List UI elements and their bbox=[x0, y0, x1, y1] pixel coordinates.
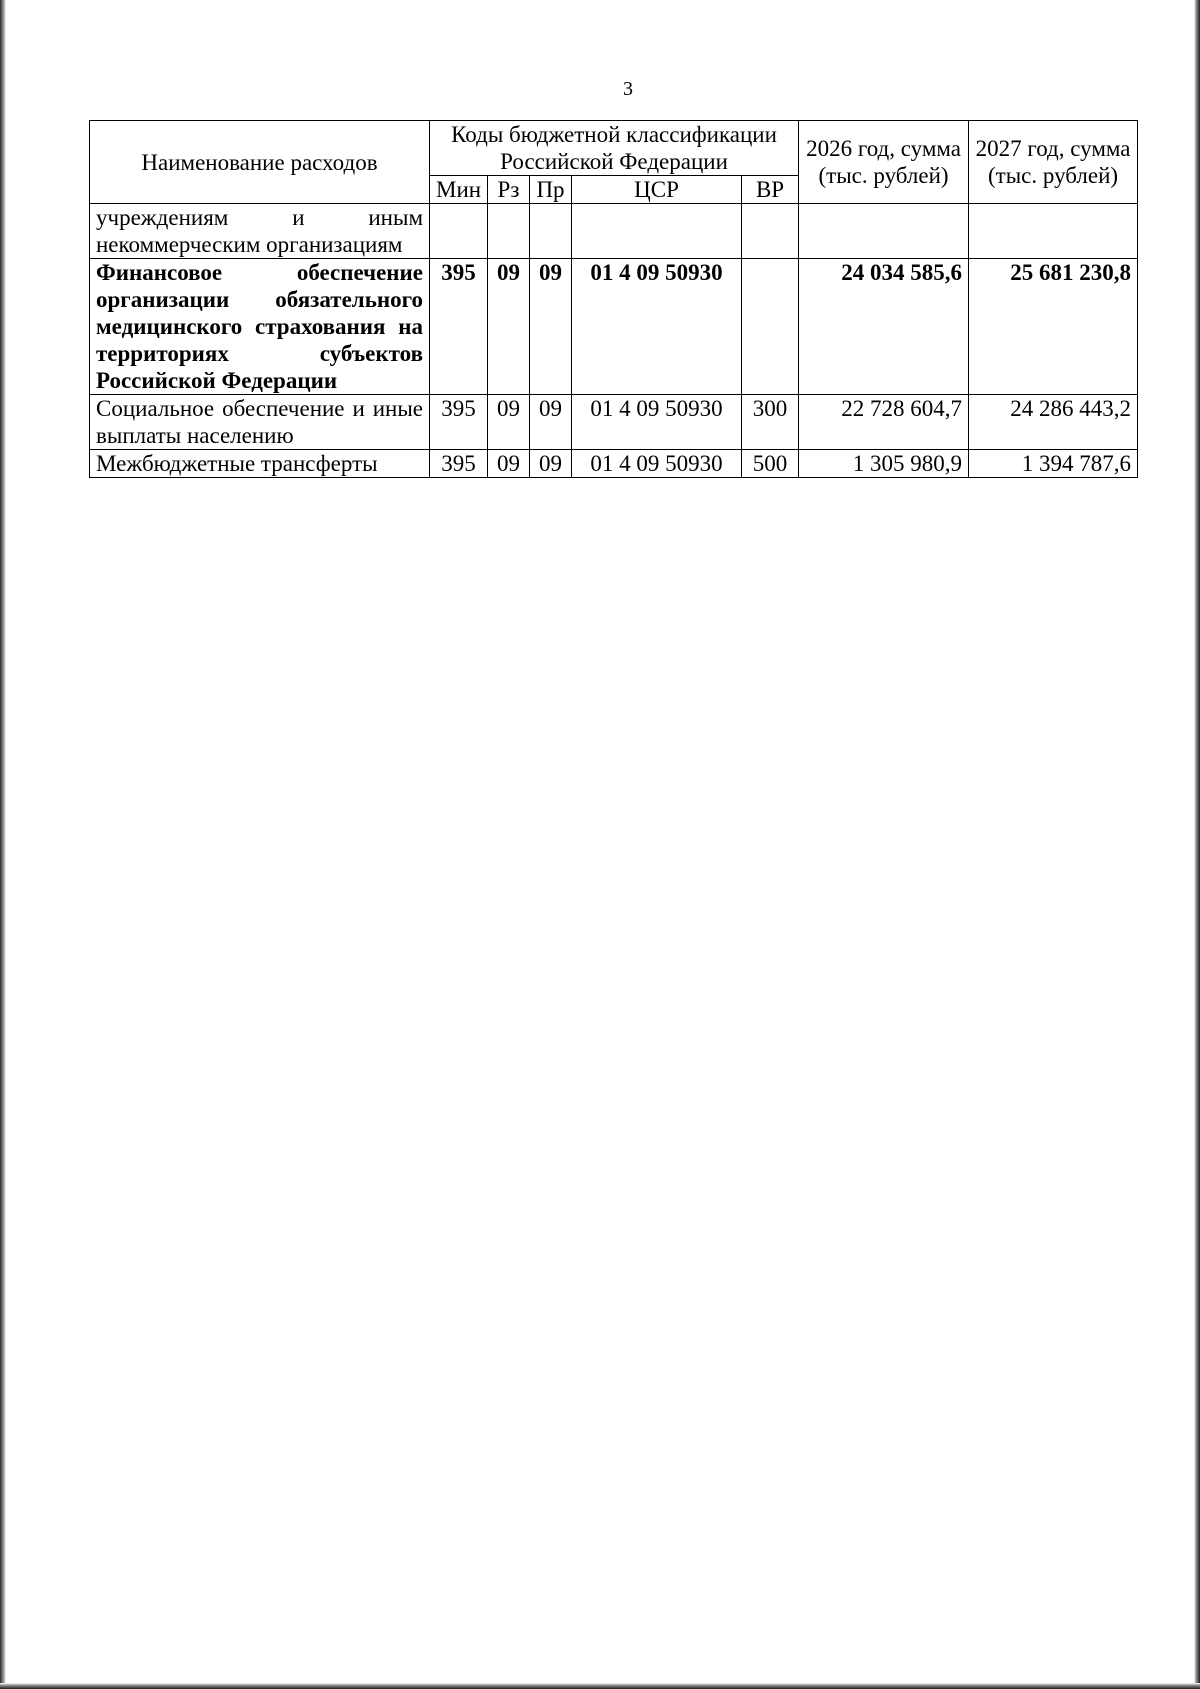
row-vr: 500 bbox=[742, 450, 799, 478]
header-pr: Пр bbox=[530, 176, 572, 204]
row-sum-2026: 24 034 585,6 bbox=[799, 259, 969, 395]
budget-table bbox=[89, 120, 1138, 478]
header-vr: ВР bbox=[742, 176, 799, 204]
table-row bbox=[90, 259, 1138, 395]
row-pr: 09 bbox=[530, 395, 572, 450]
row-sum-2026: 1 305 980,9 bbox=[799, 450, 969, 478]
row-min: 395 bbox=[430, 450, 488, 478]
row-min bbox=[430, 204, 488, 259]
row-rz: 09 bbox=[488, 259, 530, 395]
row-csr: 01 4 09 50930 bbox=[572, 259, 742, 395]
row-name: Финансовое обеспечение организации обязательного медицинского страхования на территориях субъектов Российской Федерации bbox=[90, 259, 430, 395]
table-row bbox=[90, 204, 1138, 259]
page-number: 3 bbox=[623, 78, 633, 100]
scan-edge-right bbox=[1194, 0, 1200, 1689]
header-year-2027: 2027 год, сумма (тыс. рублей) bbox=[969, 121, 1138, 204]
row-rz: 09 bbox=[488, 395, 530, 450]
row-pr bbox=[530, 204, 572, 259]
row-name: Межбюджетные трансферты bbox=[90, 450, 430, 478]
row-rz: 09 bbox=[488, 450, 530, 478]
table-row bbox=[90, 395, 1138, 450]
row-name: Социальное обеспечение и иные выплаты населению bbox=[90, 395, 430, 450]
header-rz: Рз bbox=[488, 176, 530, 204]
row-csr: 01 4 09 50930 bbox=[572, 395, 742, 450]
row-rz bbox=[488, 204, 530, 259]
row-min: 395 bbox=[430, 259, 488, 395]
header-name: Наименование расходов bbox=[90, 121, 430, 204]
row-sum-2027 bbox=[969, 204, 1138, 259]
table-row bbox=[90, 450, 1138, 478]
row-pr: 09 bbox=[530, 450, 572, 478]
row-csr: 01 4 09 50930 bbox=[572, 450, 742, 478]
header-codes-group: Коды бюджетной классификации Российской Федерации bbox=[430, 121, 799, 176]
row-sum-2027: 1 394 787,6 bbox=[969, 450, 1138, 478]
row-csr bbox=[572, 204, 742, 259]
scan-edge-bottom bbox=[0, 1683, 1200, 1689]
table-header bbox=[90, 121, 1138, 204]
header-min: Мин bbox=[430, 176, 488, 204]
row-name: учреждениям и иным некоммерческим организациям bbox=[90, 204, 430, 259]
header-year-2026: 2026 год, сумма (тыс. рублей) bbox=[799, 121, 969, 204]
scan-edge-left bbox=[0, 0, 6, 1689]
row-min: 395 bbox=[430, 395, 488, 450]
row-vr bbox=[742, 259, 799, 395]
row-pr: 09 bbox=[530, 259, 572, 395]
row-vr bbox=[742, 204, 799, 259]
row-vr: 300 bbox=[742, 395, 799, 450]
row-sum-2026 bbox=[799, 204, 969, 259]
header-csr: ЦСР bbox=[572, 176, 742, 204]
row-sum-2027: 24 286 443,2 bbox=[969, 395, 1138, 450]
row-sum-2026: 22 728 604,7 bbox=[799, 395, 969, 450]
row-sum-2027: 25 681 230,8 bbox=[969, 259, 1138, 395]
